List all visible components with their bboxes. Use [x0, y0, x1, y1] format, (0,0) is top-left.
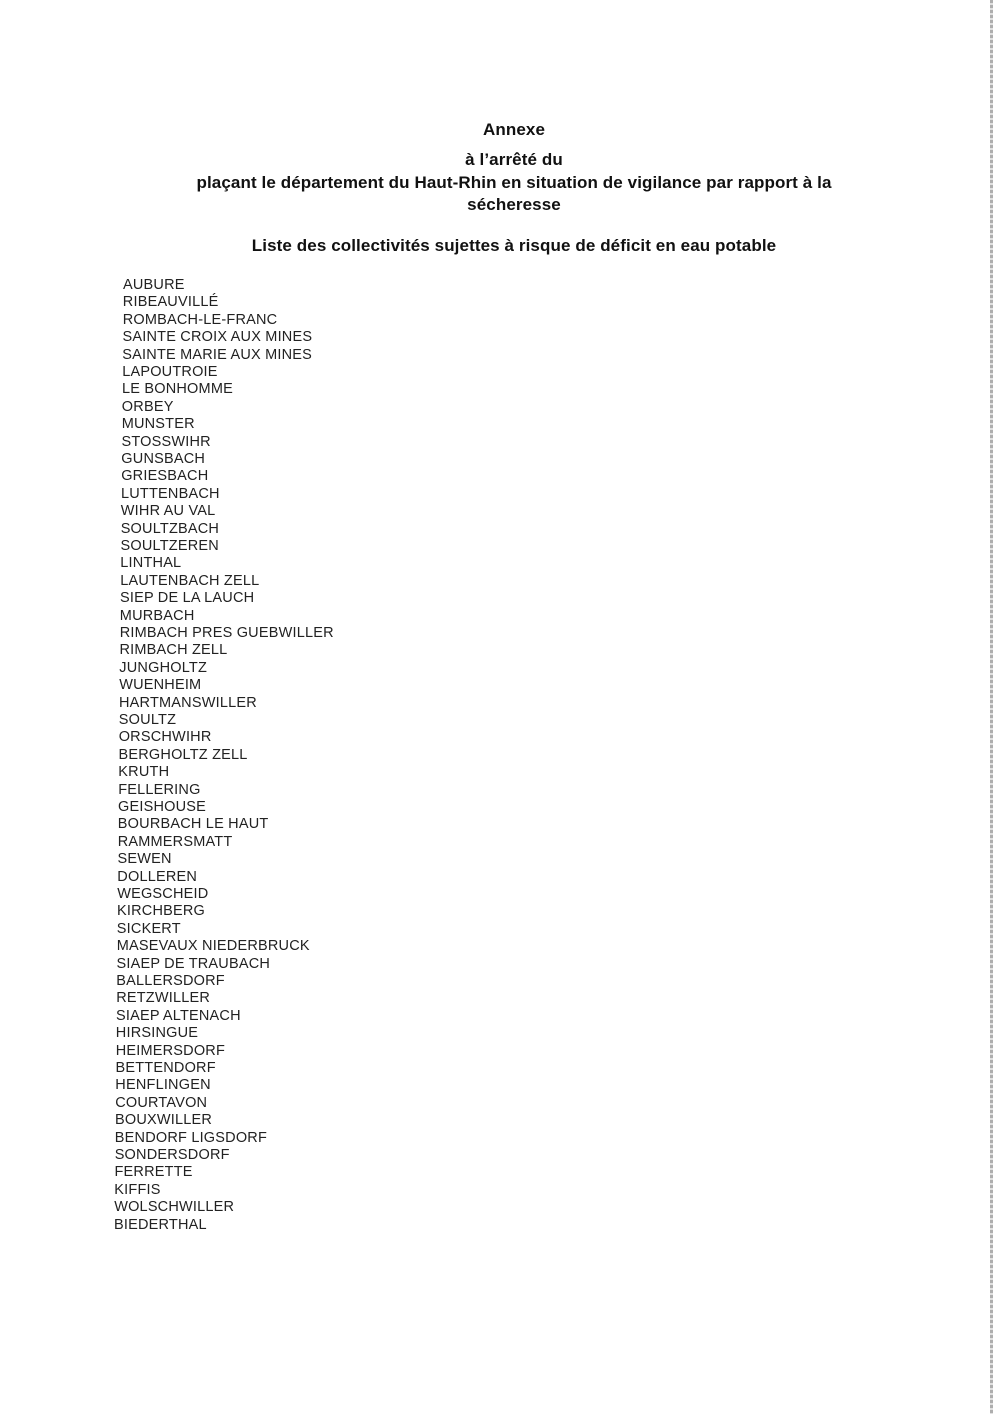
- list-item: HENFLINGEN: [115, 1077, 211, 1094]
- list-item: SONDERSDORF: [114, 1147, 230, 1163]
- list-item: BIEDERTHAL: [114, 1216, 207, 1233]
- list-item: KIRCHBERG: [117, 903, 206, 920]
- list-item: KRUTH: [118, 764, 170, 781]
- list-item: KIFFIS: [114, 1181, 161, 1198]
- list-item: ORBEY: [121, 398, 174, 415]
- list-item: SIEP DE LA LAUCH: [120, 590, 255, 607]
- list-item: GEISHOUSE: [118, 799, 207, 815]
- list-item: MASEVAUX NIEDERBRUCK: [116, 938, 310, 955]
- annexe-heading: Annexe: [482, 120, 545, 139]
- list-item: WEGSCHEID: [117, 886, 209, 902]
- list-item: SOULTZBACH: [120, 520, 220, 537]
- list-item: HIRSINGUE: [115, 1025, 199, 1042]
- list-item: STOSSWIHR: [121, 433, 211, 450]
- list-item: SIAEP DE TRAUBACH: [116, 955, 271, 972]
- arrete-line: à l’arrêté du: [465, 150, 563, 169]
- list-item: AUBURE: [123, 277, 185, 293]
- list-item: WOLSCHWILLER: [114, 1199, 235, 1216]
- list-item: BERGHOLTZ ZELL: [118, 746, 248, 763]
- list-item: ORSCHWIHR: [118, 729, 212, 746]
- list-item: WIHR AU VAL: [120, 503, 216, 520]
- list-item: BALLERSDORF: [116, 973, 225, 989]
- list-item: LAPOUTROIE: [122, 364, 218, 380]
- list-item: RIMBACH ZELL: [119, 642, 228, 659]
- list-title: Liste des collectivités sujettes à risque de déficit en eau potable: [251, 236, 777, 255]
- list-item: LINTHAL: [120, 555, 182, 572]
- list-item: SICKERT: [116, 920, 181, 937]
- list-item: SAINTE CROIX AUX MINES: [122, 329, 313, 346]
- list-item: MURBACH: [119, 607, 195, 624]
- list-item: FERRETTE: [114, 1164, 193, 1181]
- list-item: HARTMANSWILLER: [119, 694, 257, 711]
- list-item: RETZWILLER: [116, 990, 211, 1007]
- list-item: BETTENDORF: [115, 1060, 216, 1076]
- list-item: ROMBACH-LE-FRANC: [122, 311, 278, 328]
- list-item: COURTAVON: [115, 1094, 208, 1111]
- arrete-title-line-2: sécheresse: [467, 195, 561, 214]
- list-item: MUNSTER: [121, 416, 195, 433]
- arrete-title-line: plaçant le département du Haut-Rhin en situation de vigilance par rapport à la: [196, 173, 832, 192]
- list-item: LAUTENBACH ZELL: [120, 572, 260, 589]
- list-item: JUNGHOLTZ: [119, 659, 208, 676]
- list-item: GUNSBACH: [121, 451, 206, 467]
- list-item: HEIMERSDORF: [115, 1042, 226, 1059]
- list-item: SEWEN: [117, 851, 172, 868]
- list-item: LUTTENBACH: [121, 485, 220, 502]
- list-item: SIAEP ALTENACH: [116, 1007, 241, 1024]
- list-item: RIBEAUVILLÉ: [122, 294, 219, 311]
- list-item: WUENHEIM: [119, 677, 202, 694]
- list-item: FELLERING: [118, 781, 201, 798]
- list-item: GRIESBACH: [121, 468, 209, 485]
- list-item: LE BONHOMME: [122, 381, 233, 398]
- list-item: RIMBACH PRES GUEBWILLER: [119, 625, 334, 641]
- list-item: RAMMERSMATT: [117, 833, 233, 850]
- list-item: DOLLEREN: [117, 868, 198, 885]
- list-item: SOULTZ: [118, 712, 177, 728]
- list-item: BOUXWILLER: [115, 1112, 213, 1129]
- list-item: SOULTZEREN: [120, 538, 219, 554]
- list-item: SAINTE MARIE AUX MINES: [122, 346, 313, 363]
- list-item: BOURBACH LE HAUT: [117, 816, 269, 833]
- list-item: BENDORF LIGSDORF: [114, 1129, 268, 1146]
